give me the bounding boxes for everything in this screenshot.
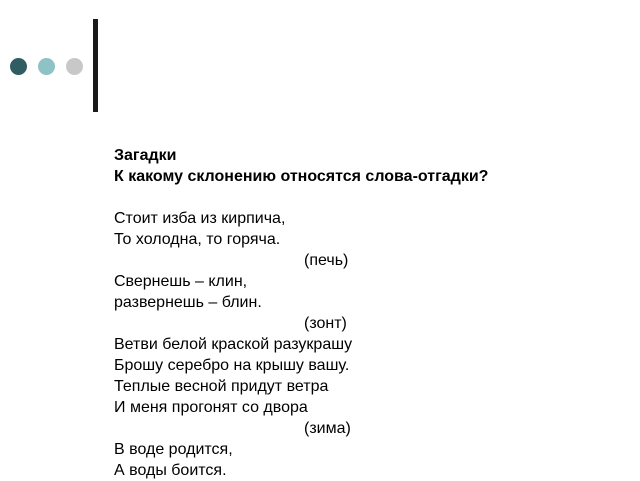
riddle-line: Ветви белой краской разукрашу [114, 336, 353, 353]
riddle-list [114, 208, 624, 481]
dot-dark [10, 58, 27, 75]
riddle-line: Брошу серебро на крышу вашу. [114, 357, 350, 374]
riddle-line: Стоит изба из кирпича, [114, 210, 286, 227]
slide-content [114, 145, 624, 481]
slide-question: К какому склонению относятся слова-отгадки? [114, 168, 489, 185]
slide-title: Загадки [114, 147, 177, 164]
riddle-line: Свернешь – клин, [114, 273, 248, 290]
riddle-line: Теплые весной придут ветра [114, 378, 329, 395]
dot-gray [66, 58, 83, 75]
dot-teal [38, 58, 55, 75]
vertical-divider [93, 19, 98, 112]
riddle-line: В воде родится, [114, 441, 233, 458]
riddle-answer: (печь) [304, 252, 349, 269]
riddle-line: То холодна, то горяча. [114, 231, 281, 248]
riddle-answer: (зонт) [304, 315, 347, 332]
riddle-line: А воды боится. [114, 462, 227, 479]
riddle-line: развернешь – блин. [114, 294, 262, 311]
riddle-line: И меня прогонят со двора [114, 399, 308, 416]
riddle-answer: (зима) [304, 420, 351, 437]
